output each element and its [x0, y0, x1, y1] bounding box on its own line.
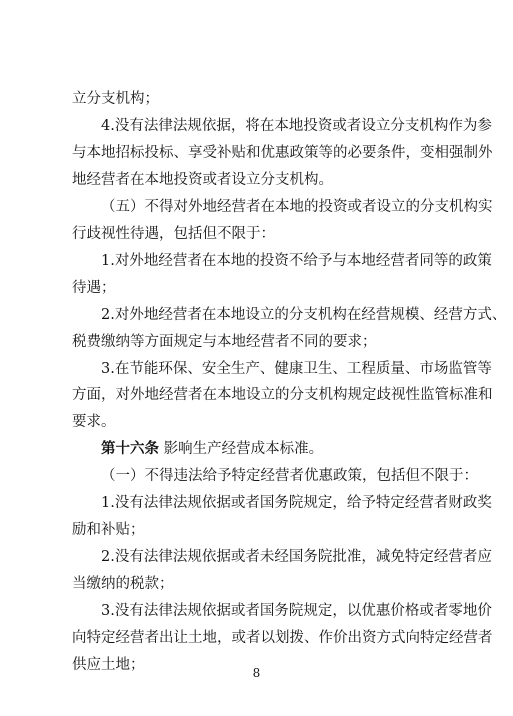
text-line: 税费缴纳等方面规定与本地经营者不同的要求； — [72, 333, 377, 350]
text-line: 供应土地； — [72, 657, 145, 673]
text-line: 2.没有法律法规依据或者未经国务院批准，减免特定经营者应 — [101, 549, 492, 566]
text-line: 要求。 — [72, 414, 116, 431]
text-line: 向特定经营者出让土地，或者以划拨、作价出资方式向特定经营者 — [72, 630, 493, 647]
text-line: 行歧视性待遇，包括但不限于： — [72, 225, 275, 242]
text-line: 当缴纳的税款； — [72, 576, 174, 593]
text-line: 待遇； — [72, 279, 116, 296]
text-line: 3.没有法律法规依据或者国务院规定，以优惠价格或者零地价 — [101, 603, 492, 620]
text-line: 立分支机构； — [72, 91, 159, 107]
text-line: 4.没有法律法规依据，将在本地投资或者设立分支机构作为参 — [101, 117, 492, 134]
text-line: 2.对外地经营者在本地设立的分支机构在经营规模、经营方式、 — [101, 306, 507, 323]
page-number: 8 — [252, 666, 261, 680]
text-line: （一）不得违法给予特定经营者优惠政策，包括但不限于： — [101, 468, 478, 485]
article-line — [101, 439, 452, 459]
text-line: 与本地招标投标、享受补贴和优惠政策等的必要条件，变相强制外 — [72, 144, 493, 161]
article-heading: 第十六条 — [101, 441, 159, 458]
text-line: 方面，对外地经营者在本地设立的分支机构规定歧视性监管标准和 — [72, 387, 493, 404]
text-line: 励和补贴； — [72, 522, 145, 539]
text-line: 1.对外地经营者在本地的投资不给予与本地经营者同等的政策 — [101, 252, 492, 269]
text-line: 1.没有法律法规依据或者国务院规定，给予特定经营者财政奖 — [101, 495, 492, 512]
text-line: 3.在节能环保、安全生产、健康卫生、工程质量、市场监管等 — [101, 360, 492, 377]
article-title: 影响生产经营成本标准。 — [163, 441, 324, 458]
text-line: 地经营者在本地投资或者设立分支机构。 — [72, 171, 333, 188]
text-line: （五）不得对外地经营者在本地的投资或者设立的分支机构实 — [101, 198, 493, 215]
